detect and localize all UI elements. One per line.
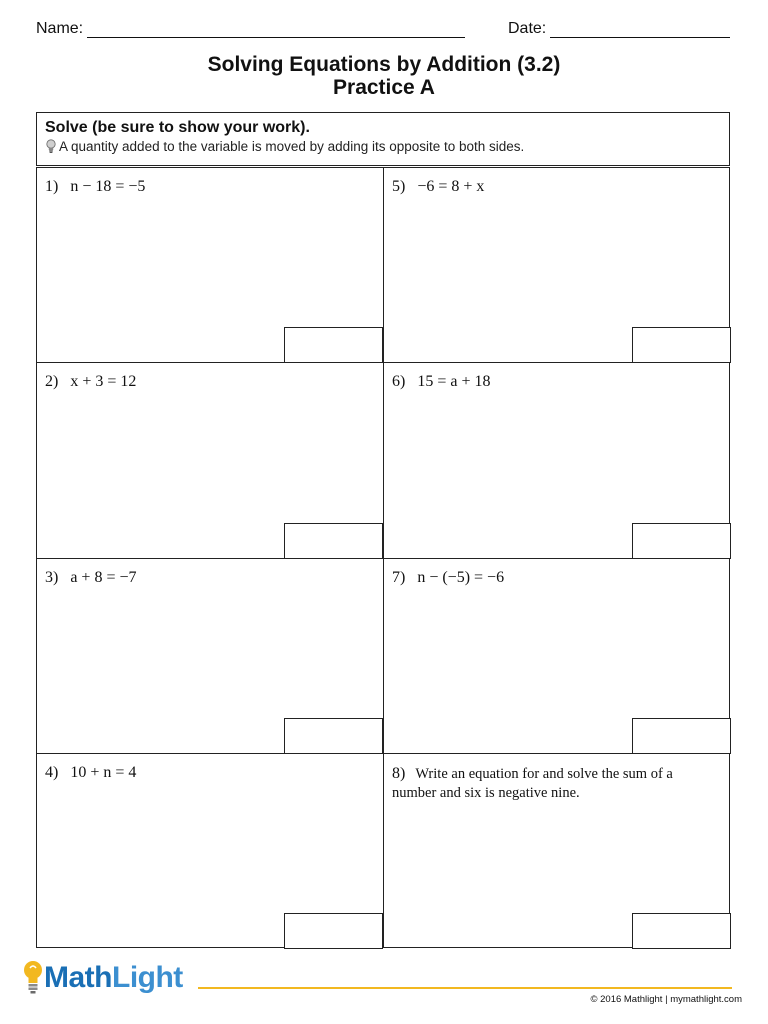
date-line[interactable] [550, 23, 730, 38]
problem-cell-5[interactable] [384, 168, 730, 363]
footer-rule [198, 987, 732, 989]
worksheet-subtitle: Practice A [333, 76, 435, 99]
problem-number: 3) [45, 569, 59, 586]
copyright-footer: © 2016 Mathlight | mymathlight.com [590, 994, 742, 1005]
answer-box[interactable] [284, 327, 383, 363]
brand-wordmark [44, 962, 183, 994]
date-field[interactable] [508, 20, 730, 38]
date-label: Date: [508, 20, 547, 37]
problem-cell-3[interactable] [37, 559, 384, 754]
lightbulb-logo-icon [22, 958, 44, 994]
brand-wordmark-math: Math [44, 961, 112, 994]
problem-equation: n − (−5) = −6 [417, 569, 505, 586]
problem-equation: 10 + n = 4 [70, 764, 137, 781]
problem-cell-2[interactable] [37, 363, 384, 559]
lightbulb-icon [45, 139, 57, 154]
problem-number: 4) [45, 764, 59, 781]
answer-box[interactable] [284, 913, 383, 949]
answer-box[interactable] [284, 523, 383, 559]
problem-word-problem: Write an equation for and solve the sum of a number and six is negative nine. [392, 766, 673, 801]
name-line[interactable] [87, 23, 465, 38]
problem-equation: 15 = a + 18 [417, 373, 491, 390]
problem-cell-1[interactable] [37, 168, 384, 363]
instructions-tip [45, 139, 524, 154]
answer-box[interactable] [632, 327, 731, 363]
problem-number: 7) [392, 569, 406, 586]
problem-cell-4[interactable] [37, 754, 384, 948]
answer-box[interactable] [284, 718, 383, 754]
problem-number: 1) [45, 178, 59, 195]
problem-equation: n − 18 = −5 [70, 178, 146, 195]
tip-text: A quantity added to the variable is moved by adding its opposite to both sides. [59, 139, 525, 154]
mathlight-logo [22, 954, 183, 994]
problem-number: 5) [392, 178, 406, 195]
problem-cell-8[interactable] [384, 754, 730, 948]
worksheet-title: Solving Equations by Addition (3.2) [207, 53, 561, 76]
problem-grid [36, 167, 730, 948]
problem-number: 2) [45, 373, 59, 390]
problem-word-text [392, 764, 712, 803]
problem-cell-6[interactable] [384, 363, 730, 559]
name-field[interactable] [36, 20, 465, 38]
answer-box[interactable] [632, 523, 731, 559]
brand-wordmark-light: Light [112, 961, 183, 994]
problem-equation: x + 3 = 12 [70, 373, 137, 390]
answer-box[interactable] [632, 718, 731, 754]
problem-number: 8) [392, 765, 406, 782]
answer-box[interactable] [632, 913, 731, 949]
name-label: Name: [36, 20, 84, 37]
problem-equation: a + 8 = −7 [70, 569, 137, 586]
instructions-box [36, 112, 730, 166]
problem-number: 6) [392, 373, 406, 390]
problem-cell-7[interactable] [384, 559, 730, 754]
problem-equation: −6 = 8 + x [417, 178, 485, 195]
instructions-heading: Solve (be sure to show your work). [45, 119, 310, 136]
